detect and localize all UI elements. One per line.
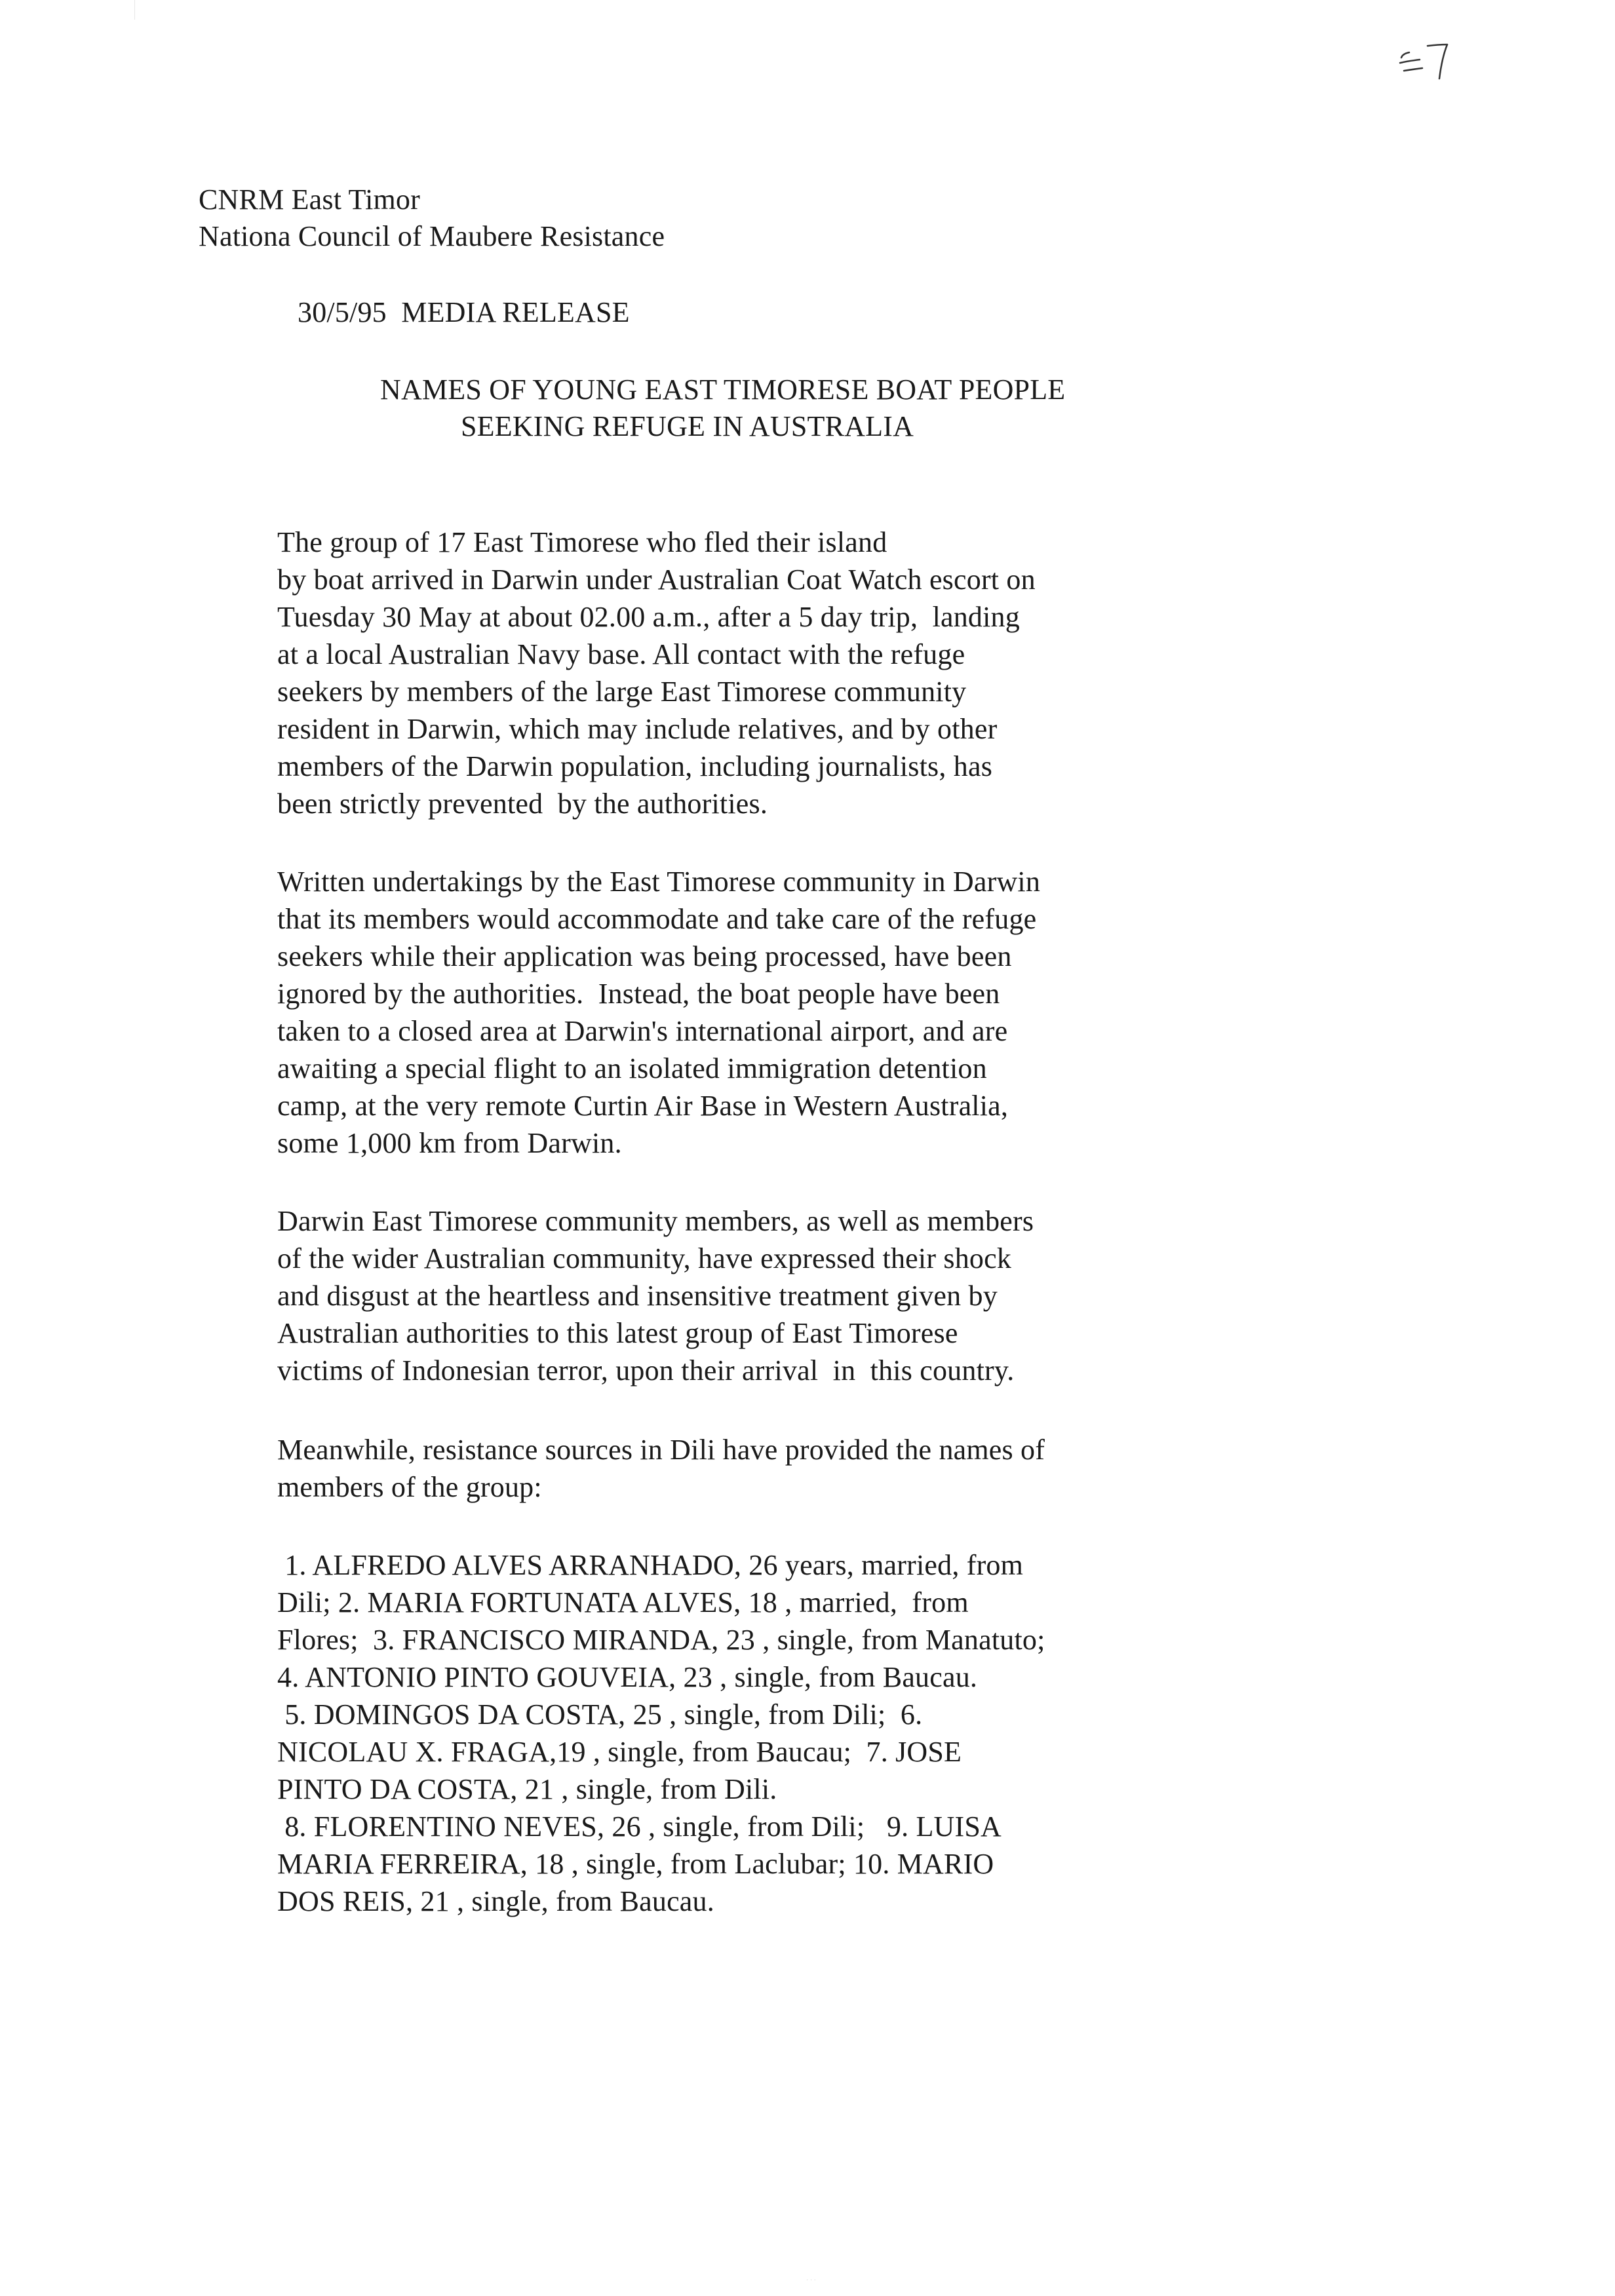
paragraph-line: at a local Australian Navy base. All contact with the refuge <box>277 638 965 670</box>
paragraph-line: awaiting a special flight to an isolated immigration detention <box>277 1052 987 1084</box>
paragraph-line: by boat arrived in Darwin under Australian Coat Watch escort on <box>277 564 1036 596</box>
paragraph-line: ignored by the authorities. Instead, the boat people have been <box>277 978 1000 1010</box>
paragraph-line: Written undertakings by the East Timorese community in Darwin <box>277 866 1041 898</box>
paragraph-line: seekers by members of the large East Timorese community <box>277 676 967 708</box>
organization-full-name: Nationa Council of Maubere Resistance <box>199 220 665 252</box>
paragraph-line: Australian authorities to this latest group of East Timorese <box>277 1317 958 1349</box>
paragraph-line: members of the group: <box>277 1471 542 1503</box>
organization-name: CNRM East Timor <box>199 183 420 216</box>
paragraph-line: The group of 17 East Timorese who fled their island <box>277 526 887 558</box>
paragraph-line: taken to a closed area at Darwin's international airport, and are <box>277 1015 1008 1047</box>
paragraph-line: camp, at the very remote Curtin Air Base in Western Australia, <box>277 1090 1009 1122</box>
paragraph-line: Meanwhile, resistance sources in Dili have provided the names of <box>277 1434 1045 1466</box>
handwritten-page-mark <box>1395 38 1460 84</box>
names-list-line: Dili; 2. MARIA FORTUNATA ALVES, 18 , married, from <box>277 1586 969 1618</box>
names-list-line: 1. ALFREDO ALVES ARRANHADO, 26 years, married, from <box>277 1549 1024 1581</box>
names-list-line: MARIA FERREIRA, 18 , single, from Laclubar; 10. MARIO <box>277 1848 994 1880</box>
handwritten-mark-drawing <box>1395 38 1460 84</box>
paragraph-line: Tuesday 30 May at about 02.00 a.m., after a 5 day trip, landing <box>277 601 1020 633</box>
document-title-line-1: NAMES OF YOUNG EAST TIMORESE BOAT PEOPLE <box>380 373 1066 406</box>
names-list-line: NICOLAU X. FRAGA,19 , single, from Baucau; 7. JOSE <box>277 1736 962 1768</box>
names-list-line: Flores; 3. FRANCISCO MIRANDA, 23 , single, from Manatuto; <box>277 1624 1045 1656</box>
paragraph-line: and disgust at the heartless and insensitive treatment given by <box>277 1280 998 1312</box>
paragraph-line: that its members would accommodate and take care of the refuge <box>277 903 1037 935</box>
document-title-line-2: SEEKING REFUGE IN AUSTRALIA <box>461 410 914 442</box>
paragraph-line: victims of Indonesian terror, upon their arrival in this country. <box>277 1354 1015 1387</box>
paragraph-line: Darwin East Timorese community members, as well as members <box>277 1205 1034 1237</box>
paragraph-line: resident in Darwin, which may include relatives, and by other <box>277 713 998 745</box>
release-date-heading: 30/5/95 MEDIA RELEASE <box>298 296 630 328</box>
names-list-line: DOS REIS, 21 , single, from Baucau. <box>277 1885 714 1917</box>
names-list-line: 4. ANTONIO PINTO GOUVEIA, 23 , single, from Baucau. <box>277 1661 978 1693</box>
paragraph-line: members of the Darwin population, including journalists, has <box>277 750 993 782</box>
scan-edge-line <box>134 0 135 20</box>
paragraph-line: seekers while their application was being processed, have been <box>277 940 1012 972</box>
names-list-line: 8. FLORENTINO NEVES, 26 , single, from Dili; 9. LUISA <box>277 1810 1002 1843</box>
names-list-line: PINTO DA COSTA, 21 , single, from Dili. <box>277 1773 777 1805</box>
scan-speck: · · · <box>806 2277 816 2284</box>
paragraph-line: some 1,000 km from Darwin. <box>277 1127 622 1159</box>
paragraph-line: been strictly prevented by the authorities. <box>277 788 768 820</box>
names-list-line: 5. DOMINGOS DA COSTA, 25 , single, from Dili; 6. <box>277 1698 923 1731</box>
paragraph-line: of the wider Australian community, have expressed their shock <box>277 1242 1012 1274</box>
